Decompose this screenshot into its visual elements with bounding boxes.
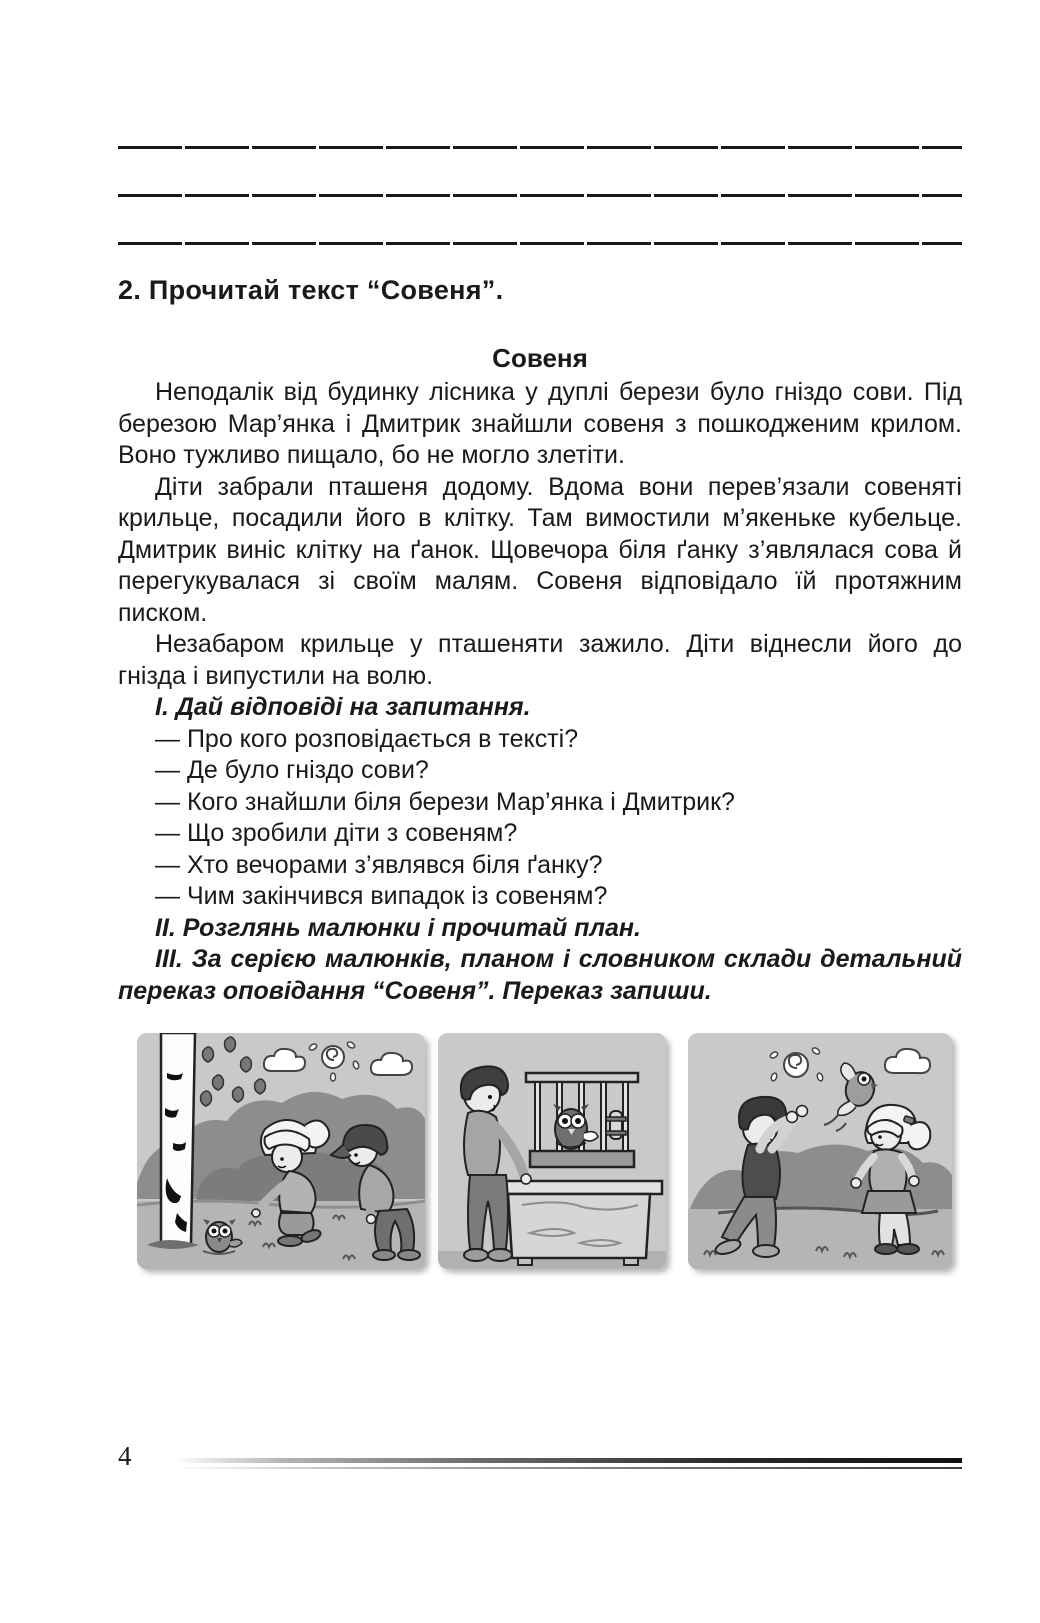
illustration-owlet-in-cage — [438, 1033, 666, 1269]
question-item: — Кого знайшли біля берези Мар’янка і Дмитрик? — [155, 787, 735, 816]
task-heading: 2. Прочитай текст “Совеня”. — [118, 275, 504, 305]
writing-line — [118, 242, 962, 245]
writing-line — [118, 146, 962, 149]
part3-heading: ІІІ. За серією малюнків, планом і словником склади детальний переказ оповідання “Совеня”. Переказ запиши. — [118, 945, 962, 1005]
writing-line — [118, 194, 962, 197]
question-item: — Що зробили діти з совеням? — [155, 819, 518, 847]
workbook-page — [0, 146, 1040, 1623]
story-title: Совеня — [492, 343, 588, 373]
part2-heading: ІІ. Розглянь малюнки і прочитай план. — [155, 913, 641, 942]
question-item: — Чим закінчився випадок із совеням? — [155, 882, 608, 910]
illustration-row — [118, 1033, 962, 1269]
question-item: — Хто вечорами з’являвся біля ґанку? — [155, 850, 603, 879]
footer-rule-thick — [172, 1458, 963, 1463]
illustration-children-find-owlet — [137, 1033, 425, 1269]
footer-rule-thin — [172, 1467, 963, 1469]
page-number: 4 — [118, 1441, 132, 1471]
page-footer — [118, 1441, 962, 1471]
story-paragraph: Неподалік від будинку лісника у дуплі берези було гніздо сови. Під березою Мар’янка і Дмитрик знайшли совеня з пошкодженим крилом. Воно тужливо пищало, бо не могло злетіти. — [118, 378, 962, 469]
story-paragraph: Діти забрали пташеня додому. Вдома вони перев’язали совеняті крильце, посадили його в клітку. Там вимостили м’якеньке кубельце. Дмитрик виніс клітку на ґанок. Щовечора біля ґанку з’являлася сова й перегукувалася зі своїм малям. Совеня відповідало їй протяжним писком. — [118, 472, 962, 627]
illustration-release-bird — [688, 1033, 952, 1269]
table — [496, 1181, 662, 1265]
part1-heading: І. Дай відповіді на запитання. — [155, 693, 531, 721]
question-item: — Про кого розповідається в тексті? — [155, 724, 579, 753]
footer-rule-lines — [172, 1458, 963, 1469]
question-item: — Де було гніздо сови? — [155, 756, 429, 784]
story-paragraph: Незабаром крильце у пташеняти зажило. Діти віднесли його до гнізда і випустили на волю. — [118, 630, 962, 690]
